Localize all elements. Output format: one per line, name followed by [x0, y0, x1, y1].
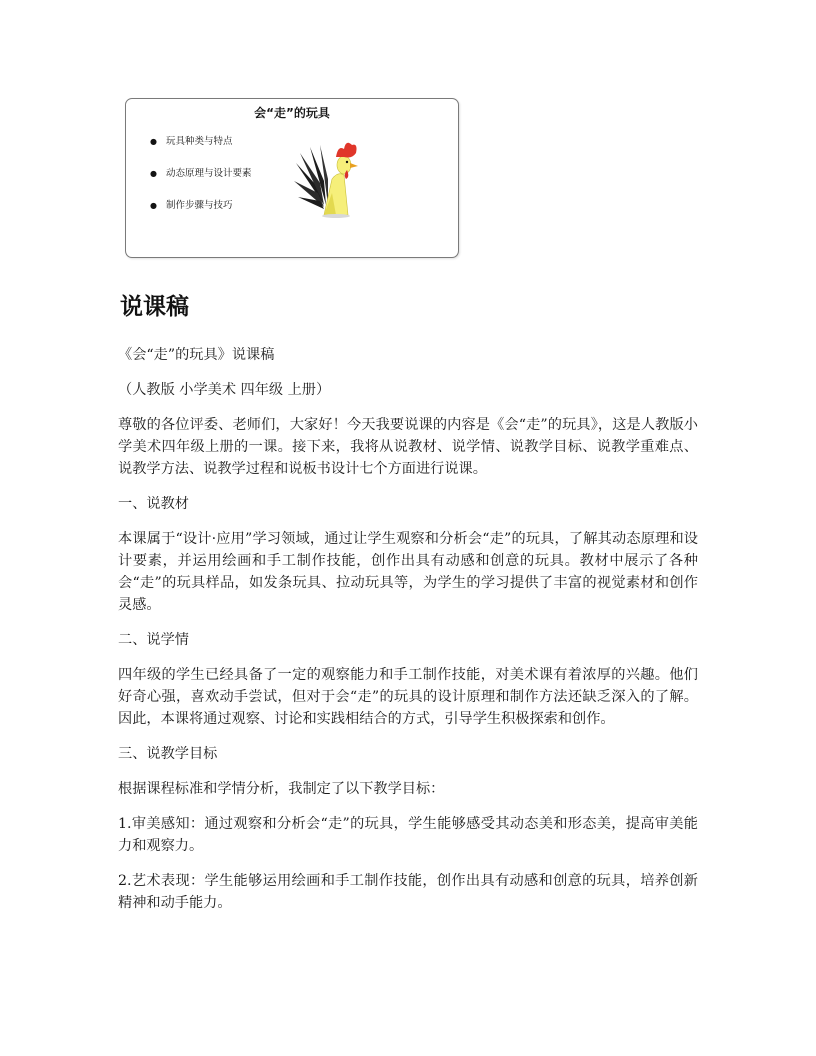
objective-item: 1.审美感知：通过观察和分析会“走”的玩具，学生能够感受其动态美和形态美，提高审美能力和观察力。 — [118, 816, 698, 854]
students-paragraph: 四年级的学生已经具备了一定的观察能力和手工制作技能，对美术课有着浓厚的兴趣。他们好奇心强，喜欢动手尝试，但对于会“走”的玩具的设计原理和制作方法还缺乏深入的了解。因此，本课将通过观察、讨论和实践相结合的方式，引导学生积极探索和创作。 — [118, 667, 698, 727]
slide-bullet-text: 制作步骤与技巧 — [166, 200, 233, 211]
slide-bullet-text: 玩具种类与特点 — [166, 136, 233, 147]
textbook-paragraph: 本课属于“设计·应用”学习领域，通过让学生观察和分析会“走”的玩具，了解其动态原理和设计要素，并运用绘画和手工制作技能，创作出具有动感和创意的玩具。教材中展示了各种会“走”的玩具样品，如发条玩具、拉动玩具等，为学生的学习提供了丰富的视觉素材和创作灵感。 — [118, 531, 698, 613]
slide-bullet — [150, 199, 252, 231]
section-heading-objectives: 三、说教学目标 — [118, 746, 218, 762]
doc-title-line: 《会“走”的玩具》说课稿 — [118, 347, 275, 363]
section-heading-textbook: 一、说教材 — [118, 496, 189, 512]
doc-subtitle-line: （人教版 小学美术 四年级 上册） — [118, 382, 331, 398]
bullet-dot-icon: ● — [150, 169, 157, 178]
page-title: 说课稿 — [120, 294, 189, 320]
objective-item: 2.艺术表现：学生能够运用绘画和手工制作技能，创作出具有动感和创意的玩具，培养创新精神和动手能力。 — [118, 873, 698, 911]
intro-paragraph: 尊敬的各位评委、老师们，大家好！今天我要说课的内容是《会“走”的玩具》，这是人教版小学美术四年级上册的一课。接下来，我将从说教材、说学情、说教学目标、说教学重难点、说教学方法、说教学过程和说板书设计七个方面进行说课。 — [118, 417, 698, 477]
objectives-intro: 根据课程标准和学情分析，我制定了以下教学目标： — [118, 781, 445, 797]
slide-thumbnail — [125, 98, 459, 258]
document-body — [118, 344, 698, 927]
slide-bullet — [150, 135, 252, 167]
section-heading-students: 二、说学情 — [118, 632, 189, 648]
slide-bullet-list — [150, 135, 252, 231]
slide-title: 会“走”的玩具 — [254, 106, 330, 120]
slide-bullet — [150, 167, 252, 199]
rooster-illustration — [294, 135, 368, 221]
bullet-dot-icon: ● — [150, 201, 157, 210]
slide-bullet-text: 动态原理与设计要素 — [166, 168, 252, 179]
bullet-dot-icon: ● — [150, 137, 157, 146]
